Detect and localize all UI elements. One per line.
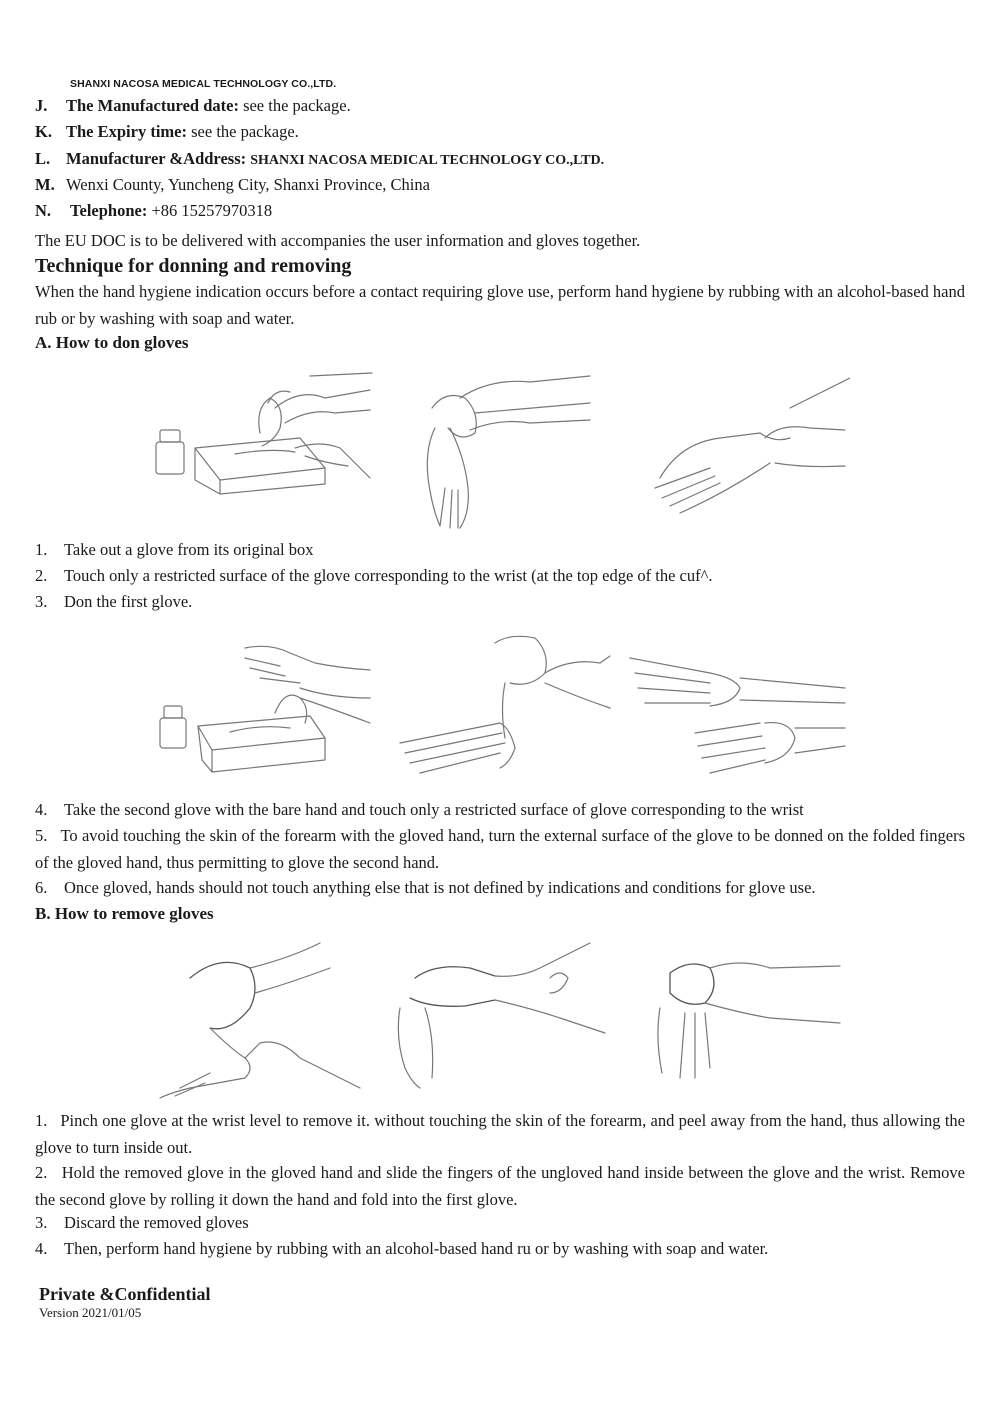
field-address: [35, 175, 430, 195]
don-step-5: [35, 823, 965, 876]
field-value: see the package.: [187, 122, 299, 141]
remove-illustration-row: [150, 938, 850, 1103]
footer-confidential: Private &Confidential: [39, 1284, 211, 1304]
step-text: Then, perform hand hygiene by rubbing with an alcohol-based hand ru or by washing with soap and water.: [64, 1239, 769, 1258]
remove-gloves-title: B. How to remove gloves: [35, 904, 214, 923]
step-text: Don the first glove.: [64, 592, 193, 611]
step-text: To avoid touching the skin of the forearm with the gloved hand, turn the external surface of the glove to be donned on the folded fingers of the gloved hand, thus permitting to glove the second hand.: [35, 826, 965, 872]
don-step-2: [35, 566, 713, 586]
field-label: Manufacturer &Address:: [66, 149, 247, 168]
step-text: Take out a glove from its original box: [64, 540, 314, 559]
remove-step-3: [35, 1213, 249, 1233]
technique-intro: When the hand hygiene indication occurs before a contact requiring glove use, perform hand hygiene by rubbing with an alcohol-based hand rub or by washing with soap and water.: [35, 282, 965, 328]
field-telephone: [35, 201, 272, 221]
step-text: Take the second glove with the bare hand and touch only a restricted surface of glove corresponding to the wrist: [64, 800, 804, 819]
field-manufacturer: [35, 149, 604, 169]
don-step-6: [35, 878, 816, 898]
step-number: 1.: [35, 540, 48, 559]
step-number: 2.: [35, 566, 48, 585]
field-expiry-time: [35, 122, 299, 142]
step-number: 3.: [35, 592, 48, 611]
glove-donning-illustration-1: [150, 368, 850, 533]
field-label: The Expiry time:: [66, 122, 187, 141]
field-label: Telephone:: [70, 201, 148, 220]
remove-step-1: [35, 1108, 965, 1161]
field-label: The Manufactured date:: [66, 96, 239, 115]
step-text: Touch only a restricted surface of the glove corresponding to the wrist (at the top edge of the cuf^.: [64, 566, 713, 585]
step-number: 2.: [35, 1163, 48, 1182]
remove-step-4: [35, 1239, 768, 1259]
field-value: Wenxi County, Yuncheng City, Shanxi Province, China: [66, 175, 430, 194]
don-step-1: [35, 540, 314, 560]
don-gloves-title: A. How to don gloves: [35, 333, 189, 352]
step-number: 3.: [35, 1213, 48, 1232]
don-step-3: [35, 592, 192, 612]
step-text: Discard the removed gloves: [64, 1213, 249, 1232]
field-letter: N.: [35, 201, 52, 220]
field-letter: M.: [35, 175, 55, 194]
step-number: 4.: [35, 1239, 48, 1258]
field-letter: L.: [35, 149, 51, 168]
don-illustration-row-2: [150, 628, 850, 793]
step-number: 6.: [35, 878, 48, 897]
step-number: 5.: [35, 826, 48, 845]
step-text: Hold the removed glove in the gloved hand and slide the fingers of the ungloved hand inside between the glove and the wrist. Remove the second glove by rolling it down the hand and fold into the first glove.: [35, 1163, 966, 1209]
eu-doc-note: The EU DOC is to be delivered with accompanies the user information and gloves together.: [35, 231, 641, 250]
remove-step-2: [35, 1160, 965, 1213]
step-text: Once gloved, hands should not touch anything else that is not defined by indications and conditions for glove use.: [64, 878, 816, 897]
glove-removal-illustration: [150, 938, 850, 1103]
field-value: SHANXI NACOSA MEDICAL TECHNOLOGY CO.,LTD.: [250, 153, 605, 168]
field-value: +86 15257970318: [147, 201, 273, 220]
glove-donning-illustration-2: [150, 628, 850, 793]
step-text: Pinch one glove at the wrist level to remove it. without touching the skin of the forearm, and peel away from the hand, thus allowing the glove to turn inside out.: [35, 1111, 966, 1157]
footer-version: Version 2021/01/05: [39, 1305, 142, 1320]
field-letter: K.: [35, 122, 52, 141]
field-value: see the package.: [238, 96, 351, 115]
step-number: 1.: [35, 1111, 48, 1130]
technique-title: Technique for donning and removing: [35, 255, 352, 277]
company-header: SHANXI NACOSA MEDICAL TECHNOLOGY CO.,LTD.: [70, 78, 337, 90]
field-letter: J.: [35, 96, 48, 115]
field-manufactured-date: [35, 96, 351, 116]
don-illustration-row-1: [150, 368, 850, 533]
step-number: 4.: [35, 800, 48, 819]
don-step-4: [35, 800, 804, 820]
